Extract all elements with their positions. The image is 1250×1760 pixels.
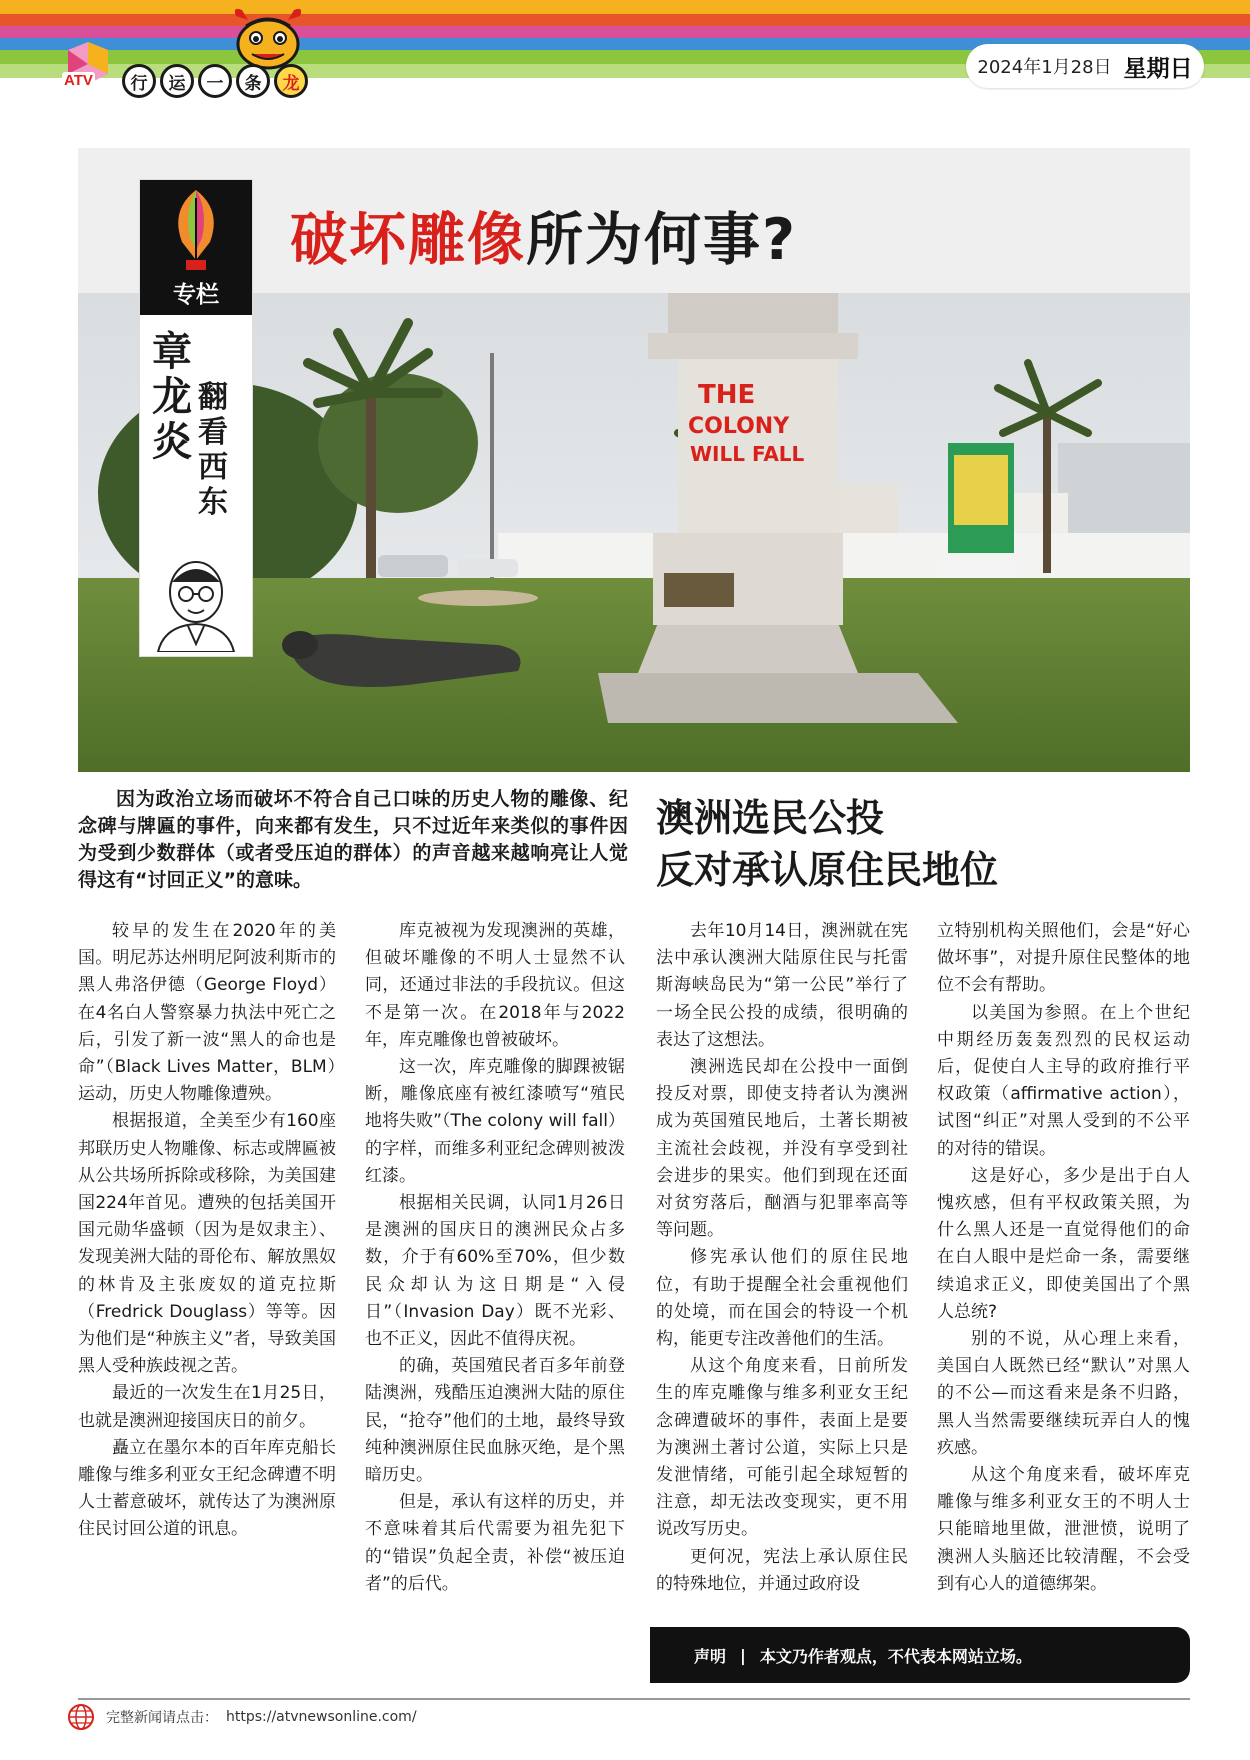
slogan-char: 行: [122, 64, 156, 98]
paragraph: 别的不说，从心理上来看，美国白人既然已经“默认”对黑人的不公—而这看来是条不归路，黑人当然需要继续玩弄白人的愧疚感。: [937, 1329, 1190, 1458]
column-badge: [140, 180, 252, 656]
issue-date: 2024年1月28日: [977, 57, 1112, 78]
paragraph: 去年10月14日，澳洲就在宪法中承认澳洲大陆原住民与托雷斯海峡岛民为“第一公民”举行了一场全民公投的成绩，很明确的表达了这想法。: [656, 921, 908, 1050]
footer: [64, 1702, 417, 1732]
author-char: 章: [152, 329, 192, 375]
badge-header: [140, 180, 252, 315]
graffiti-line: THE: [698, 380, 756, 410]
graffiti-line: WILL FALL: [690, 442, 805, 466]
paragraph: 较早的发生在2020年的美国。明尼苏达州明尼阿波利斯市的黑人弗洛伊德（George Floyd）在4名白人警察暴力执法中死亡之后，引发了新一波“黑人的命也是命”（Black Lives Matter，BLM）运动，历史人物雕像遭殃。: [78, 921, 336, 1105]
body-column-4: [937, 918, 1190, 1598]
date-badge: [966, 44, 1204, 88]
column-name-char: 西: [198, 450, 228, 485]
paragraph: 根据报道，全美至少有160座邦联历史人物雕像、标志或牌匾被从公共场所拆除或移除，为美国建国224年首见。遭殃的包括美国开国元勋华盛顿（因为是奴隶主）、发现美洲大陆的哥伦布、解放黑奴的林肯及主张废奴的道克拉斯（Fredrick Douglass）等等。因为他们是“种族主义”者，导致美国黑人受种族歧视之苦。: [78, 1111, 336, 1377]
paragraph: 这一次，库克雕像的脚踝被锯断，雕像底座有被红漆喷写“殖民地将失败”（The colony will fall）的字样，而维多利亚纪念碑则被泼红漆。: [365, 1057, 625, 1186]
paragraph: 从这个角度来看，日前所发生的库克雕像与维多利亚女王纪念碑遭破坏的事件，表面上是要为澳洲土著讨公道，实际上只是发泄情绪，可能引起全球短暂的注意，却无法改变现实，更不用说改写历史。: [656, 1356, 908, 1540]
article-lead: 因为政治立场而破坏不符合自己口味的历史人物的雕像、纪念碑与牌匾的事件，向来都有发生，只不过近年来类似的事件因为受到少数群体（或者受压迫的群体）的声音越来越响亮让人觉得这有“讨回正义”的意味。: [78, 788, 628, 891]
paragraph: 澳洲选民却在公投中一面倒投反对票，即使支持者认为澳洲成为英国殖民地后，土著长期被主流社会歧视，并没有享受到社会进步的果实。他们到现在还面对贫穷落后，酗酒与犯罪率高等等问题。: [656, 1057, 908, 1241]
author-name: [152, 330, 196, 465]
slogan-char: 一: [198, 64, 232, 98]
paragraph-continued: 立特别机构关照他们，会是“好心做坏事”，对提升原住民整体的地位不会有帮助。: [937, 921, 1190, 996]
footer-link[interactable]: https://atvnewsonline.com/: [226, 1709, 417, 1725]
paragraph: 的确，英国殖民者百多年前登陆澳洲，残酷压迫澳洲大陆的原住民，“抢夺”他们的土地，最终导致纯种澳洲原住民血脉灭绝，是个黑暗历史。: [365, 1356, 625, 1486]
disclaimer-text: 本文乃作者观点，不代表本网站立场。: [759, 1646, 1032, 1666]
paragraph: 以美国为参照。在上个世纪中期经历轰轰烈烈的民权运动后，促使白人主导的政府推行平权政策（affirmative action），试图“纠正”对黑人受到的不公平的对待的错误。: [937, 1002, 1190, 1159]
paragraph: 修宪承认他们的原住民地位，有助于提醒全社会重视他们的处境，而在国会的特设一个机构，能更专注改善他们的生活。: [656, 1247, 908, 1350]
atv-globe-icon: [64, 1702, 98, 1732]
slogan: [122, 64, 308, 98]
slogan-char: 条: [236, 64, 270, 98]
page-title: [290, 194, 797, 276]
issue-weekday: 星期日: [1123, 55, 1193, 82]
paragraph: 更何况，宪法上承认原住民的特殊地位，并通过政府设: [656, 1546, 908, 1594]
paragraph: 矗立在墨尔本的百年库克船长雕像与维多利亚女王纪念碑遭不明人士蓄意破坏，就传达了为澳洲原住民讨回公道的讯息。: [78, 1437, 336, 1540]
paragraph: 根据相关民调，认同1月26日是澳洲的国庆日的澳洲民众占多数，介于有60%至70%，但少数民众却认为这日期是“入侵日”（Invasion Day）既不光彩、也不正义，因此不值得庆祝。: [365, 1193, 625, 1350]
column-name-char: 看: [198, 415, 228, 450]
section-headline: [656, 792, 1190, 896]
title-highlight: 破坏雕像: [290, 207, 526, 273]
column-name: [198, 380, 242, 520]
author-char: 龙: [152, 374, 192, 420]
column-name-char: 东: [198, 485, 228, 520]
slogan-char: 运: [160, 64, 194, 98]
body-column-3: [656, 918, 908, 1598]
paragraph: 从这个角度来看，破坏库克雕像与维多利亚女王的不明人士只能暗地里做，泄泄愤，说明了澳洲人头脑还比较清醒，不会受到有心人的道德绑架。: [937, 1465, 1190, 1594]
paragraph: 库克被视为发现澳洲的英雄，但破坏雕像的不明人士显然不认同，还通过非法的手段抗议。但这不是第一次。在2018年与2022年，库克雕像也曾被破坏。: [365, 921, 625, 1050]
footer-divider: [78, 1698, 1190, 1700]
headline-line: 澳洲选民公投: [656, 796, 885, 840]
headline-line: 反对承认原住民地位: [656, 848, 999, 892]
paragraph: 但是，承认有这样的历史，并不意味着其后代需要为祖先犯下的“错误”负起全责，补偿“被压迫者”的后代。: [365, 1492, 625, 1594]
column-label: 专栏: [173, 282, 219, 308]
quill-pen-icon: [140, 180, 252, 276]
paragraph: 这是好心，多少是出于白人愧疚感，但有平权政策关照，为什么黑人还是一直觉得他们的命在白人眼中是烂命一条，需要继续追求正义，即使美国出了个黑人总统?: [937, 1165, 1190, 1322]
slogan-char: 龙: [274, 64, 308, 98]
title-rest: 所为何事?: [526, 207, 798, 273]
body-column-1: [78, 918, 336, 1544]
column-name-char: 翻: [198, 380, 228, 415]
author-portrait-icon: [144, 548, 248, 652]
paragraph: 最近的一次发生在1月25日，也就是澳洲迎接国庆日的前夕。: [78, 1383, 336, 1431]
graffiti-line: COLONY: [688, 414, 790, 439]
disclaimer-label: 声明: [694, 1646, 727, 1666]
body-column-2: [365, 918, 625, 1598]
disclaimer-separator: |: [740, 1645, 746, 1665]
footer-prompt: 完整新闻请点击：: [106, 1710, 218, 1726]
brand-name: ATV: [64, 72, 93, 89]
disclaimer-bar: [650, 1627, 1190, 1683]
author-char: 炎: [152, 419, 192, 465]
